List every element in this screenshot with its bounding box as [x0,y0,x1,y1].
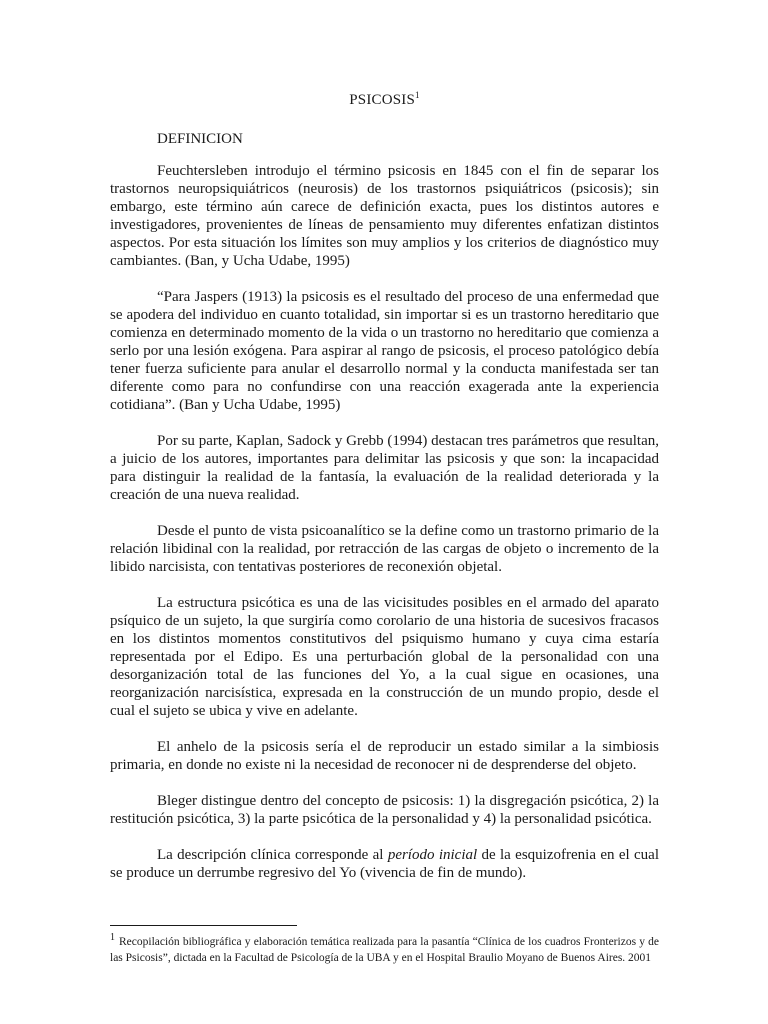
footnote-mark: 1 [110,932,115,944]
paragraph-8 [110,846,659,882]
paragraph-2: “Para Jaspers (1913) la psicosis es el resultado del proceso de una enfermedad que se apodera del individuo en cuanto totalidad, sin importar si es un trastorno hereditario que comienza en determinado momento de la vida o un trastorno no hereditario que comienza a serlo por una lesión exógena. Para aspirar al rango de psicosis, el proceso patológico debía tener fuerza suficiente para anular el desarrollo normal y la conducta manifestada ser tan diferente como para no confundirse con una reacción exagerada ante la experiencia cotidiana”. (Ban y Ucha Udabe, 1995) [110,289,659,413]
paragraph-1: Feuchtersleben introdujo el término psicosis en 1845 con el fin de separar los trastornos neuropsiquiátricos (neurosis) de los trastornos psiquiátricos (psicosis); sin embargo, este término aún carece de definición exacta, pues los distintos autores e investigadores, provenientes de líneas de pensamiento muy diferentes enfatizan distintos aspectos. Por esta situación los límites son muy amplios y los criterios de diagnóstico muy cambiantes. (Ban, y Ucha Udabe, 1995) [110,163,659,269]
footnote-text: Recopilación bibliográfica y elaboración temática realizada para la pasantía “Clínica de los cuadros Fronterizos y de las Psicosis”, dictada en la Facultad de Psicología de la UBA y en el Hospital Braulio Moyano de Buenos Aires. 2001 [110,936,659,964]
paragraph-5: La estructura psicótica es una de las vicisitudes posibles en el armado del aparato psíquico de un sujeto, la que surgiría como corolario de una historia de sucesivos fracasos en los distintos momentos constitutivos del psiquismo humano y cuya cima estaría representada por el Edipo. Es una perturbación global de la personalidad con una desorganización total de las funciones del Yo, a la cual sigue en ocasiones, una reorganización narcisística, expresada en la construcción de un mundo propio, desde el cual el sujeto se ubica y vive en adelante. [110,595,659,719]
footnote-divider [110,925,297,926]
paragraph-8-emphasis: período inicial [387,847,478,863]
paragraph-8-start: La descripción clínica corresponde al [157,847,388,863]
body-text [110,162,659,882]
paragraph-3: Por su parte, Kaplan, Sadock y Grebb (1994) destacan tres parámetros que resultan, a juicio de los autores, importantes para delimitar las psicosis y que son: la incapacidad para distinguir la realidad de la fantasía, la evaluación de la realidad deteriorada y la creación de una nueva realidad. [110,433,659,503]
footnote [110,934,659,966]
paragraph-6: El anhelo de la psicosis sería el de reproducir un estado similar a la simbiosis primaria, en donde no existe ni la necesidad de reconocer ni de desprenderse del objeto. [110,739,659,773]
title-text: PSICOSIS [349,92,416,108]
paragraph-4: Desde el punto de vista psicoanalítico se la define como un trastorno primario de la relación libidinal con la realidad, por retracción de las cargas de objeto o incremento de la libido narcisista, con tentativas posteriores de reconexión objetal. [110,523,659,575]
paragraph-8-end: de la esquizofrenia en el cual se produce un derrumbe regresivo del Yo (vivencia de fin de mundo). [110,847,659,881]
document-title [110,92,659,109]
section-heading: DEFINICION [157,131,243,147]
title-footnote-mark: 1 [415,90,420,100]
paragraph-7: Bleger distingue dentro del concepto de psicosis: 1) la disgregación psicótica, 2) la restitución psicótica, 3) la parte psicótica de la personalidad y 4) la personalidad psicótica. [110,793,659,827]
